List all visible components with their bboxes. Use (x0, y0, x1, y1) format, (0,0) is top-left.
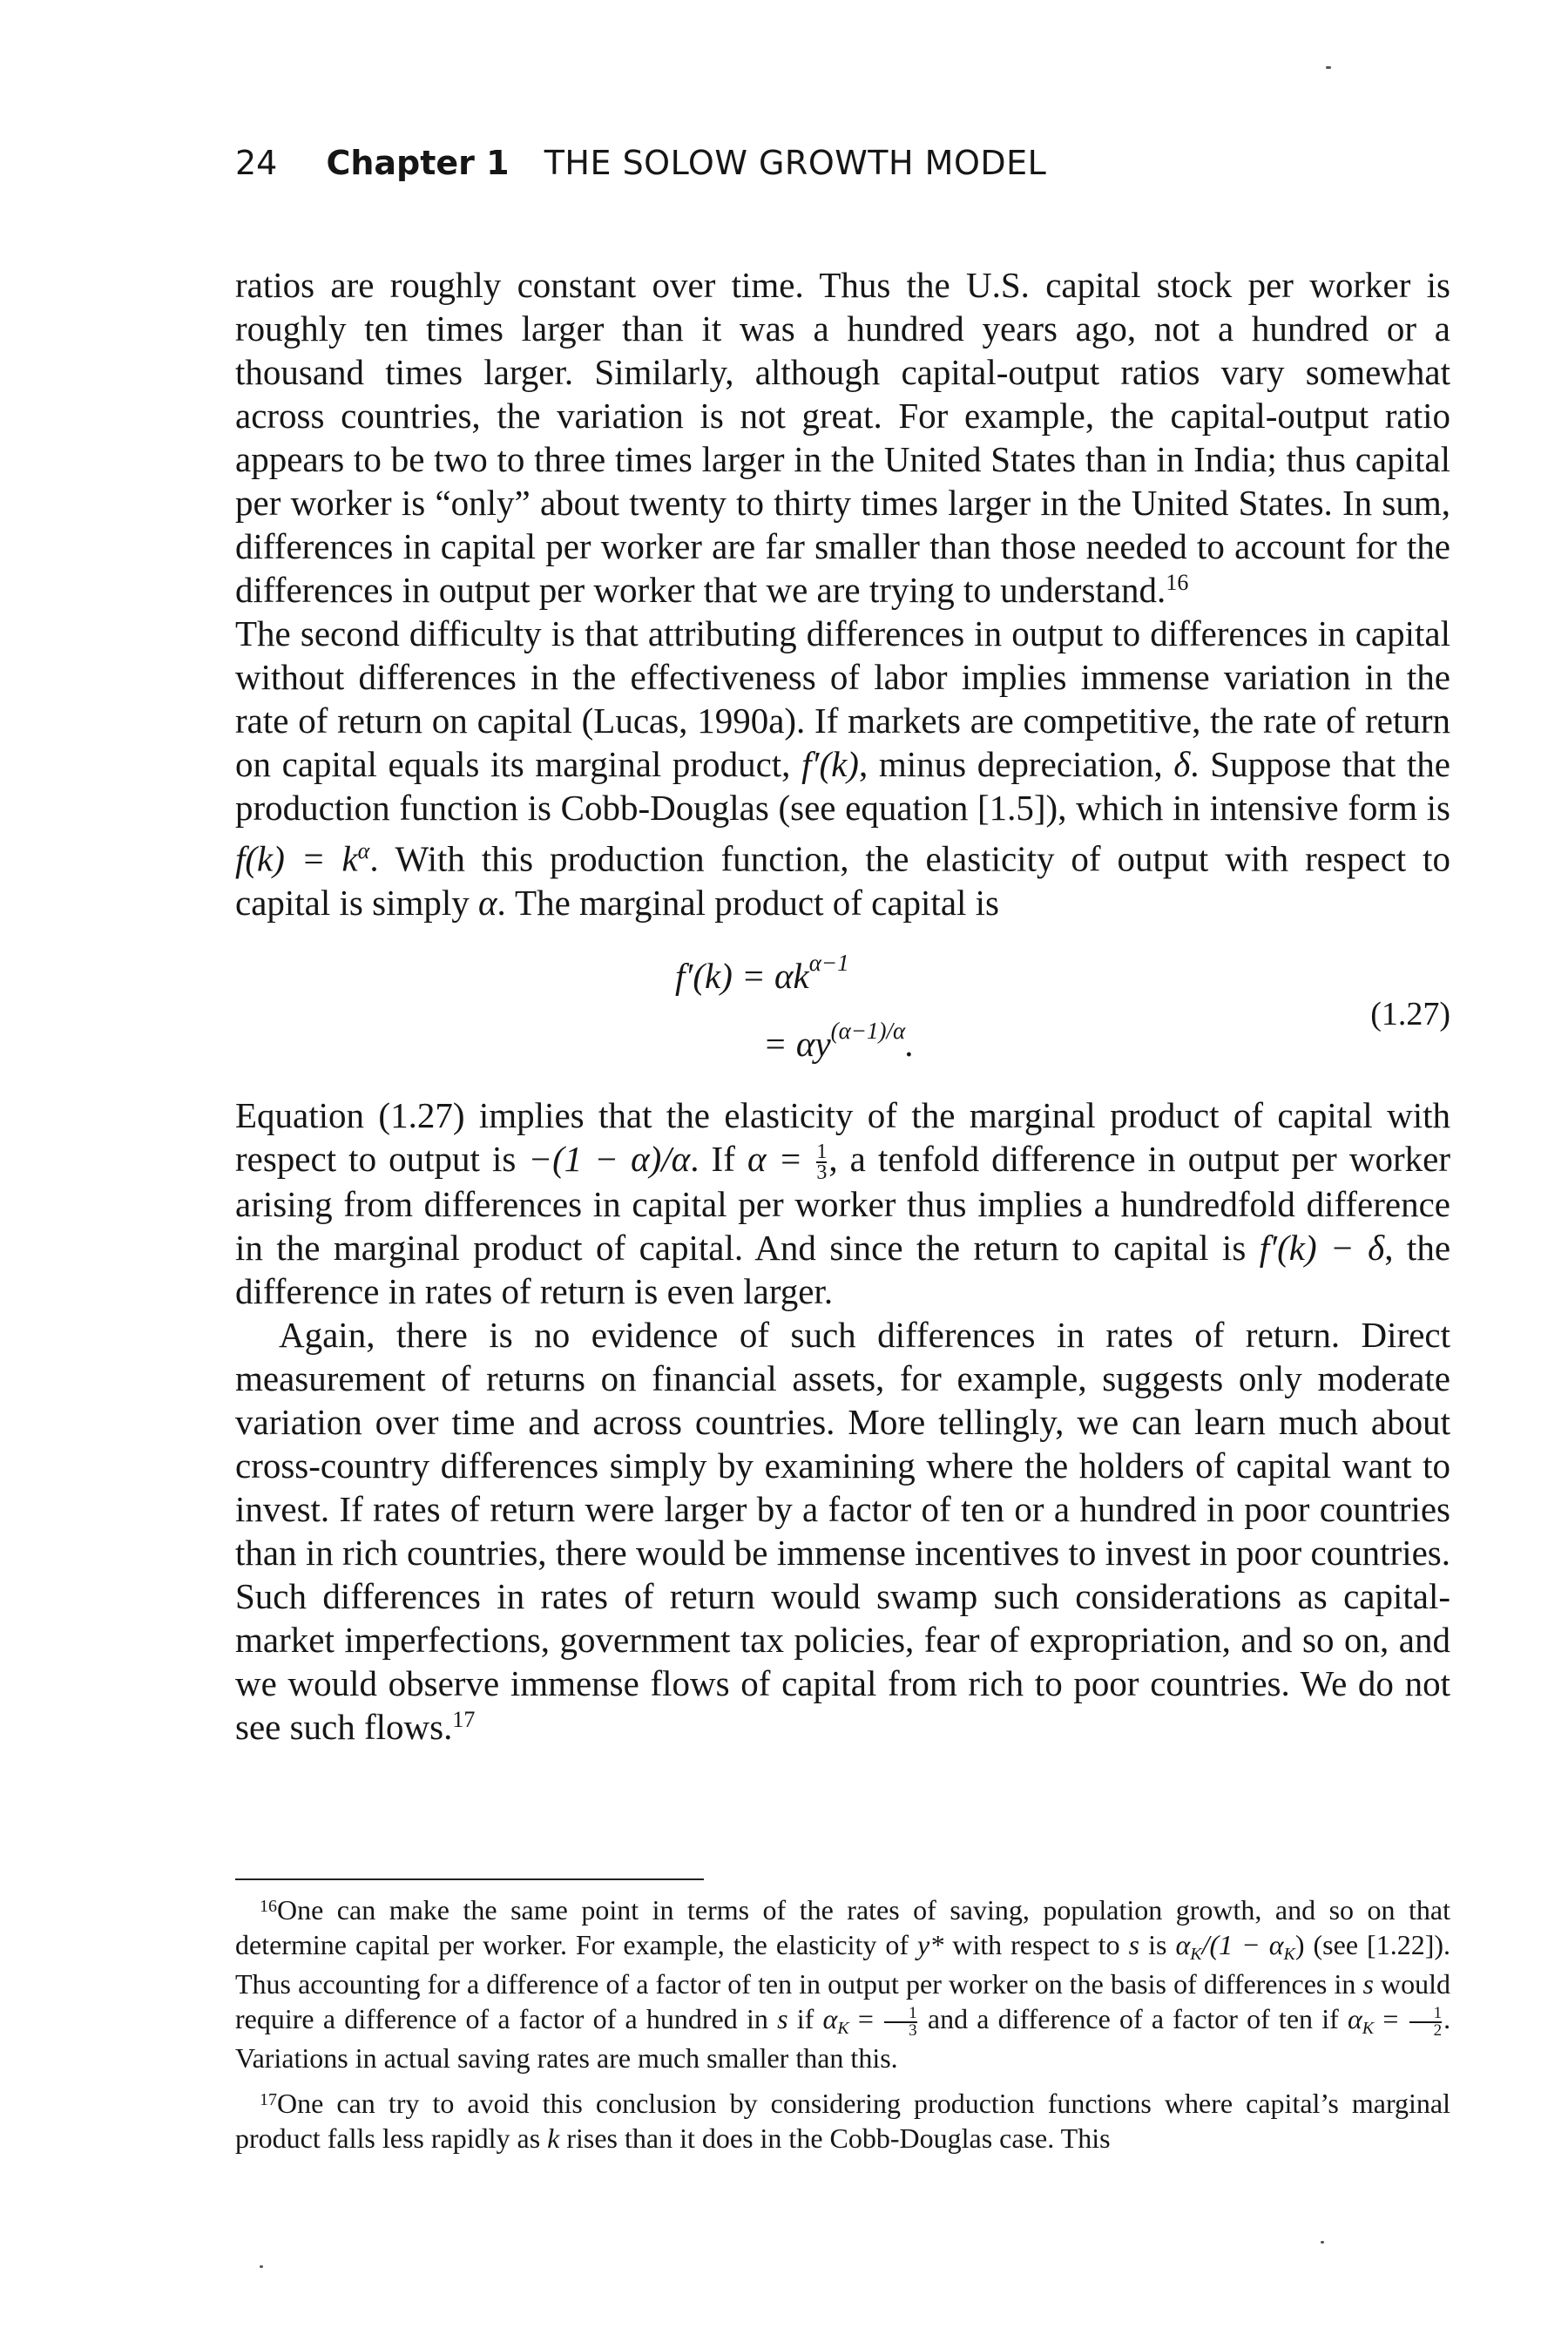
footnote-16-math-alpha: α (1175, 1929, 1191, 1960)
scan-speck (1321, 2241, 1324, 2244)
paragraph-2-text-c: . Suppose that the production function is Cobb-Douglas (see equation [1.5]), which in intensive form is (235, 744, 1450, 828)
footnote-16 (235, 1892, 1450, 2075)
scan-speck (1326, 66, 1331, 69)
footnote-16-text-h: . Variations in actual saving rates are much smaller than this. (235, 2003, 1451, 2074)
footnote-16-math-sub-4: K (1362, 2019, 1375, 2038)
equation-1-27 (235, 937, 1450, 1085)
fraction-denominator: 3 (816, 1161, 828, 1185)
body-text (235, 263, 1450, 1749)
paragraph-2-text-d: . With this production function, the elasticity of output with respect to capital is simply (235, 838, 1451, 923)
footnote-17-text-b: rises than it does in the Cobb-Douglas case. This (566, 2122, 1111, 2154)
running-head (235, 144, 1047, 182)
footnote-16-equals: = (857, 2003, 874, 2034)
paragraph-2-math-a: f′(k) (801, 744, 859, 784)
paragraph-3-text-a: Equation (1.27) implies that the elasticity of the marginal product of capital with respect to output is (235, 1094, 1450, 1179)
paragraph-1-text: ratios are roughly constant over time. Thus the U.S. capital stock per worker is roughly ten times larger than it was a hundred years ago, not a hundred or a thousand times larger. Similarly, although capital-output ratios vary somewhat across countries, the variation is not great. For example, the capital-output ratio appears to be two to three times larger in the United States than in India; thus capital per worker is “only” about twenty to thirty times larger in the United States. In sum, differences in capital per worker are far smaller than those needed to account for the differences in output per worker that we are trying to understand. (235, 265, 1450, 610)
footnote-16-math-ystar: y* (917, 1929, 944, 1960)
footnote-16-fraction-2-num: 1 (1409, 2006, 1443, 2023)
footnote-16-fraction-2-den: 2 (1433, 2020, 1443, 2040)
equation-line-2-exponent: (α−1)/α (830, 1017, 906, 1044)
paragraph-3-text-c: , a tenfold difference in output per worker arising from differences in capital per worker thus implies a hundredfold difference in the marginal product of capital. And since the return to capital is (235, 1138, 1451, 1269)
paragraph-2 (235, 612, 1450, 924)
footnote-16-math-sub-2: K (1283, 1945, 1295, 1964)
paragraph-2-text-e: . The marginal product of capital is (497, 882, 1000, 923)
footnote-rule (235, 1878, 704, 1880)
chapter-title: THE SOLOW GROWTH MODEL (544, 144, 1047, 182)
fraction-one-third (816, 1141, 828, 1185)
footnote-16-math-s-3: s (777, 2003, 788, 2034)
footnote-ref-17[interactable]: 17 (452, 1707, 476, 1733)
paragraph-2-math-d: α (478, 882, 497, 923)
equation-line-2-end: . (905, 1023, 915, 1064)
paragraph-4-text: Again, there is no evidence of such differences in rates of return. Direct measurement of returns on financial assets, for example, suggests only moderate variation over time and across countries. More tellingly, we can learn much about cross-country differences simply by examining where the holders of capital want to invest. If rates of return were larger by a factor of ten or a hundred in poor countries than in rich countries, there would be immense incentives to invest in poor countries. Such differences in rates of return would swamp such considerations as capital-market imperfections, government tax policies, fear of expropriation, and so on, and we would observe immense flows of capital from rich to poor countries. We do not see such flows. (235, 1315, 1450, 1748)
footnote-16-math-s-2: s (1362, 1968, 1374, 2000)
footnote-17-mark: 17 (260, 2090, 277, 2109)
footnote-16-math-alpha-3: α (1348, 2003, 1362, 2034)
equation-line-2 (763, 1017, 915, 1070)
footnote-16-text-e: would require a difference of a factor of a hundred in (235, 1968, 1451, 2034)
page-number: 24 (235, 144, 278, 182)
footnote-16-math-denominator: /(1 − α (1201, 1929, 1284, 1960)
footnote-16-fraction-1-den: 3 (909, 2020, 917, 2040)
footnote-16-fraction-1-num: 1 (884, 2006, 917, 2023)
paragraph-2-math-c-exp: α (357, 838, 370, 863)
footnote-16-math-sub: K (1190, 1945, 1202, 1964)
footnote-16-text-g: and a difference of a factor of ten if (927, 2003, 1339, 2034)
footnote-17-text-a: One can try to avoid this conclusion by considering production functions where capital’s marginal product falls less rapidly as (235, 2088, 1450, 2154)
paragraph-2-math-b: δ (1173, 744, 1191, 784)
footnote-16-text-a: One can make the same point in terms of the rates of saving, population growth, and so on that determine capital per worker. For example, the elasticity of (235, 1894, 1450, 1960)
footnote-16-fraction-one-third (884, 2003, 917, 2040)
footnote-16-equals-2: = (1382, 2003, 1399, 2034)
equation-line-1-lhs: f′(k) = αk (675, 955, 809, 996)
footnote-16-text-d: ) (see [1.22]). Thus accounting for a difference of a factor of ten in output per worker on the basis of differences in (235, 1929, 1450, 2000)
footnote-16-fraction-one-half (1409, 2003, 1443, 2040)
paragraph-2-text-b: , minus depreciation, (858, 744, 1163, 784)
equation-number: (1.27) (1370, 995, 1450, 1032)
footnote-16-math-alpha-2: α (822, 2003, 838, 2034)
footnote-16-text-c: is (1148, 1929, 1167, 1960)
footnote-17-math-k: k (547, 2122, 560, 2154)
footnote-17 (235, 2086, 1450, 2156)
equation-line-1 (675, 949, 849, 1002)
equation-line-1-exponent: α−1 (808, 949, 849, 976)
paragraph-2-text-a: The second difficulty is that attributing differences in output to differences in capital without differences in the effectiveness of labor implies immense variation in the rate of return on capital (Lucas, 1990a). If markets are competitive, the rate of return on capital equals its marginal product, (235, 613, 1450, 784)
equation-line-2-lhs: = αy (763, 1023, 831, 1064)
scan-speck (260, 2265, 263, 2268)
footnote-ref-16[interactable]: 16 (1166, 570, 1189, 595)
paragraph-1 (235, 263, 1450, 612)
fraction-numerator: 1 (816, 1141, 828, 1164)
footnote-16-mark: 16 (260, 1897, 277, 1916)
paragraph-3-text-d: , the difference in rates of return is even larger. (235, 1228, 1451, 1312)
paragraph-3 (235, 1093, 1450, 1314)
footnote-16-math-sub-3: K (837, 2019, 849, 2038)
footnote-16-text-f: if (796, 2003, 814, 2034)
footnote-16-math-s: s (1128, 1929, 1140, 1960)
paragraph-4 (235, 1313, 1450, 1749)
paragraph-3-math-a: −(1 − α)/α (528, 1138, 691, 1179)
paragraph-3-math-c: f′(k) − δ (1259, 1228, 1385, 1269)
paragraph-2-math-c: f(k) = k (235, 838, 358, 879)
footnote-16-text-b: with respect to (952, 1929, 1120, 1960)
paragraph-3-math-b: α = (747, 1138, 803, 1179)
chapter-label: Chapter 1 (326, 144, 510, 182)
footnotes (235, 1892, 1450, 2156)
paragraph-3-text-b: . If (690, 1138, 735, 1179)
